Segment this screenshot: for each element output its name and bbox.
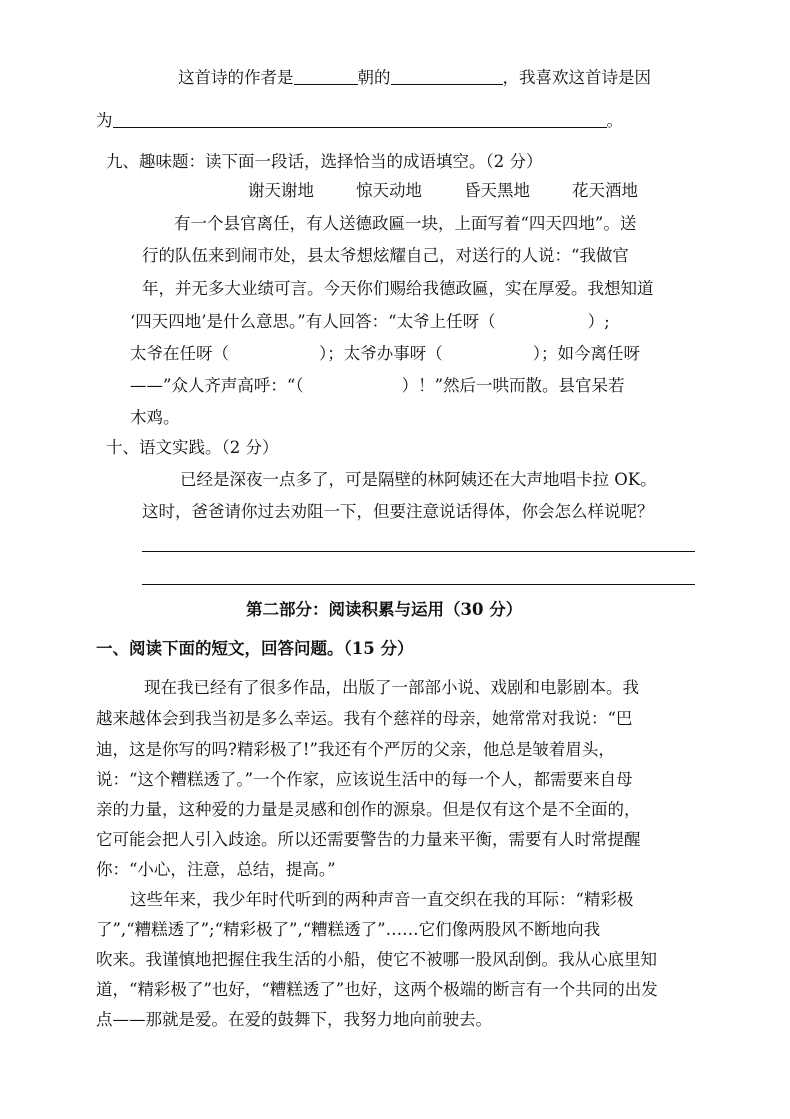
idiom-option: 昏天黑地 xyxy=(464,181,530,200)
reason-blank[interactable] xyxy=(113,109,607,128)
passage-line: 越来越体会到我当初是多么幸运。我有个慈祥的母亲，她常常对我说：“巴 xyxy=(96,709,633,728)
passage-line: 了”,“糟糕透了”;“精彩极了”,“糟糕透了”……它们像两股风不断地向我 xyxy=(96,920,601,939)
paragraph-line: 这时，爸爸请你过去劝阻一下，但要注意说话得体，你会怎么样说呢？ xyxy=(142,502,654,521)
poem-text-reason: ，我喜欢这首诗是因 xyxy=(502,68,651,87)
part-2-title: 第二部分：阅读积累与运用（30 分） xyxy=(246,600,523,619)
paragraph-line: 木鸡。 xyxy=(130,408,180,427)
dynasty-blank[interactable] xyxy=(391,66,503,85)
paragraph-line xyxy=(130,374,625,398)
passage-line: 现在我已经有了很多作品，出版了一部部小说、戏剧和电影剧本。我 xyxy=(144,678,639,697)
answer-line[interactable] xyxy=(142,584,695,585)
text-segment: 太爷在任呀（ xyxy=(130,344,229,363)
passage-line: 这些年来，我少年时代听到的两种声音一直交织在我的耳际：“精彩极 xyxy=(130,890,634,909)
poem-text-dynasty: 朝的 xyxy=(357,68,391,87)
passage-line: 亲的力量，这种爱的力量是灵感和创作的源泉。但是仅有这个是不全面的， xyxy=(96,800,641,819)
paragraph-line: 年，并无多大业绩可言。今天你们赐给我德政匾，实在厚爱。我想知道 xyxy=(142,279,654,298)
author-blank[interactable] xyxy=(294,66,358,85)
paragraph-line: 已经是深夜一点多了，可是隔壁的林阿姨还在大声地唱卡拉 OK。 xyxy=(180,470,657,489)
text-segment: ）; xyxy=(587,312,610,331)
section-9-title: 九、趣味题：读下面一段话，选择恰当的成语填空。（2 分） xyxy=(106,152,543,171)
paragraph-line: 有一个县官离任，有人送德政匾一块，上面写着“四天四地”。送 xyxy=(174,214,637,233)
paragraph-line xyxy=(130,342,640,366)
text-segment: ）；如今离任呀 xyxy=(532,344,640,363)
poem-text-because: 为 xyxy=(96,111,113,130)
text-segment: ）；太爷办事呀（ xyxy=(319,344,443,363)
passage-line: 道，“精彩极了”也好，“糟糕透了”也好，这两个极端的断言有一个共同的出发 xyxy=(96,980,658,999)
poem-question-line-1 xyxy=(178,66,651,90)
idiom-option: 惊天动地 xyxy=(356,181,422,200)
text-segment: ‘四天四地’是什么意思。”有人回答：“太爷上任呀（ xyxy=(130,312,496,331)
section-10-title: 十、语文实践。（2 分） xyxy=(106,438,279,457)
idiom-option: 谢天谢地 xyxy=(248,181,314,200)
poem-question-line-2 xyxy=(96,109,623,133)
paragraph-line: 行的队伍来到闹市处，县太爷想炫耀自己，对送行的人说：“我做官 xyxy=(142,246,629,265)
paragraph-line xyxy=(130,310,610,334)
poem-text-period: 。 xyxy=(606,111,623,130)
passage-line: 点——那就是爱。在爱的鼓舞下，我努力地向前驶去。 xyxy=(96,1010,492,1029)
passage-line: 吹来。我谨慎地把握住我生活的小船，使它不被哪一股风刮倒。我从心底里知 xyxy=(96,950,657,969)
poem-text-author: 这首诗的作者是 xyxy=(178,68,294,87)
passage-line: 迪，这是你写的吗?精彩极了!”我还有个严厉的父亲，他总是皱着眉头， xyxy=(96,740,615,759)
passage-line: 它可能会把人引入歧途。所以还需要警告的力量来平衡，需要有人时常提醒 xyxy=(96,830,641,849)
text-segment: ——”众人齐声高呼：“（ xyxy=(130,376,304,395)
answer-line[interactable] xyxy=(142,551,695,552)
idiom-option: 花天酒地 xyxy=(572,181,638,200)
passage-line: 你：“小心，注意，总结，提高。” xyxy=(96,860,336,879)
idiom-list xyxy=(248,179,680,203)
passage-line: 说：“这个糟糕透了。”一个作家，应该说生活中的每一个人，都需要来自母 xyxy=(96,770,633,789)
question-1-title: 一、阅读下面的短文，回答问题。（15 分） xyxy=(96,639,414,658)
text-segment: ）！”然后一哄而散。县官呆若 xyxy=(401,376,625,395)
